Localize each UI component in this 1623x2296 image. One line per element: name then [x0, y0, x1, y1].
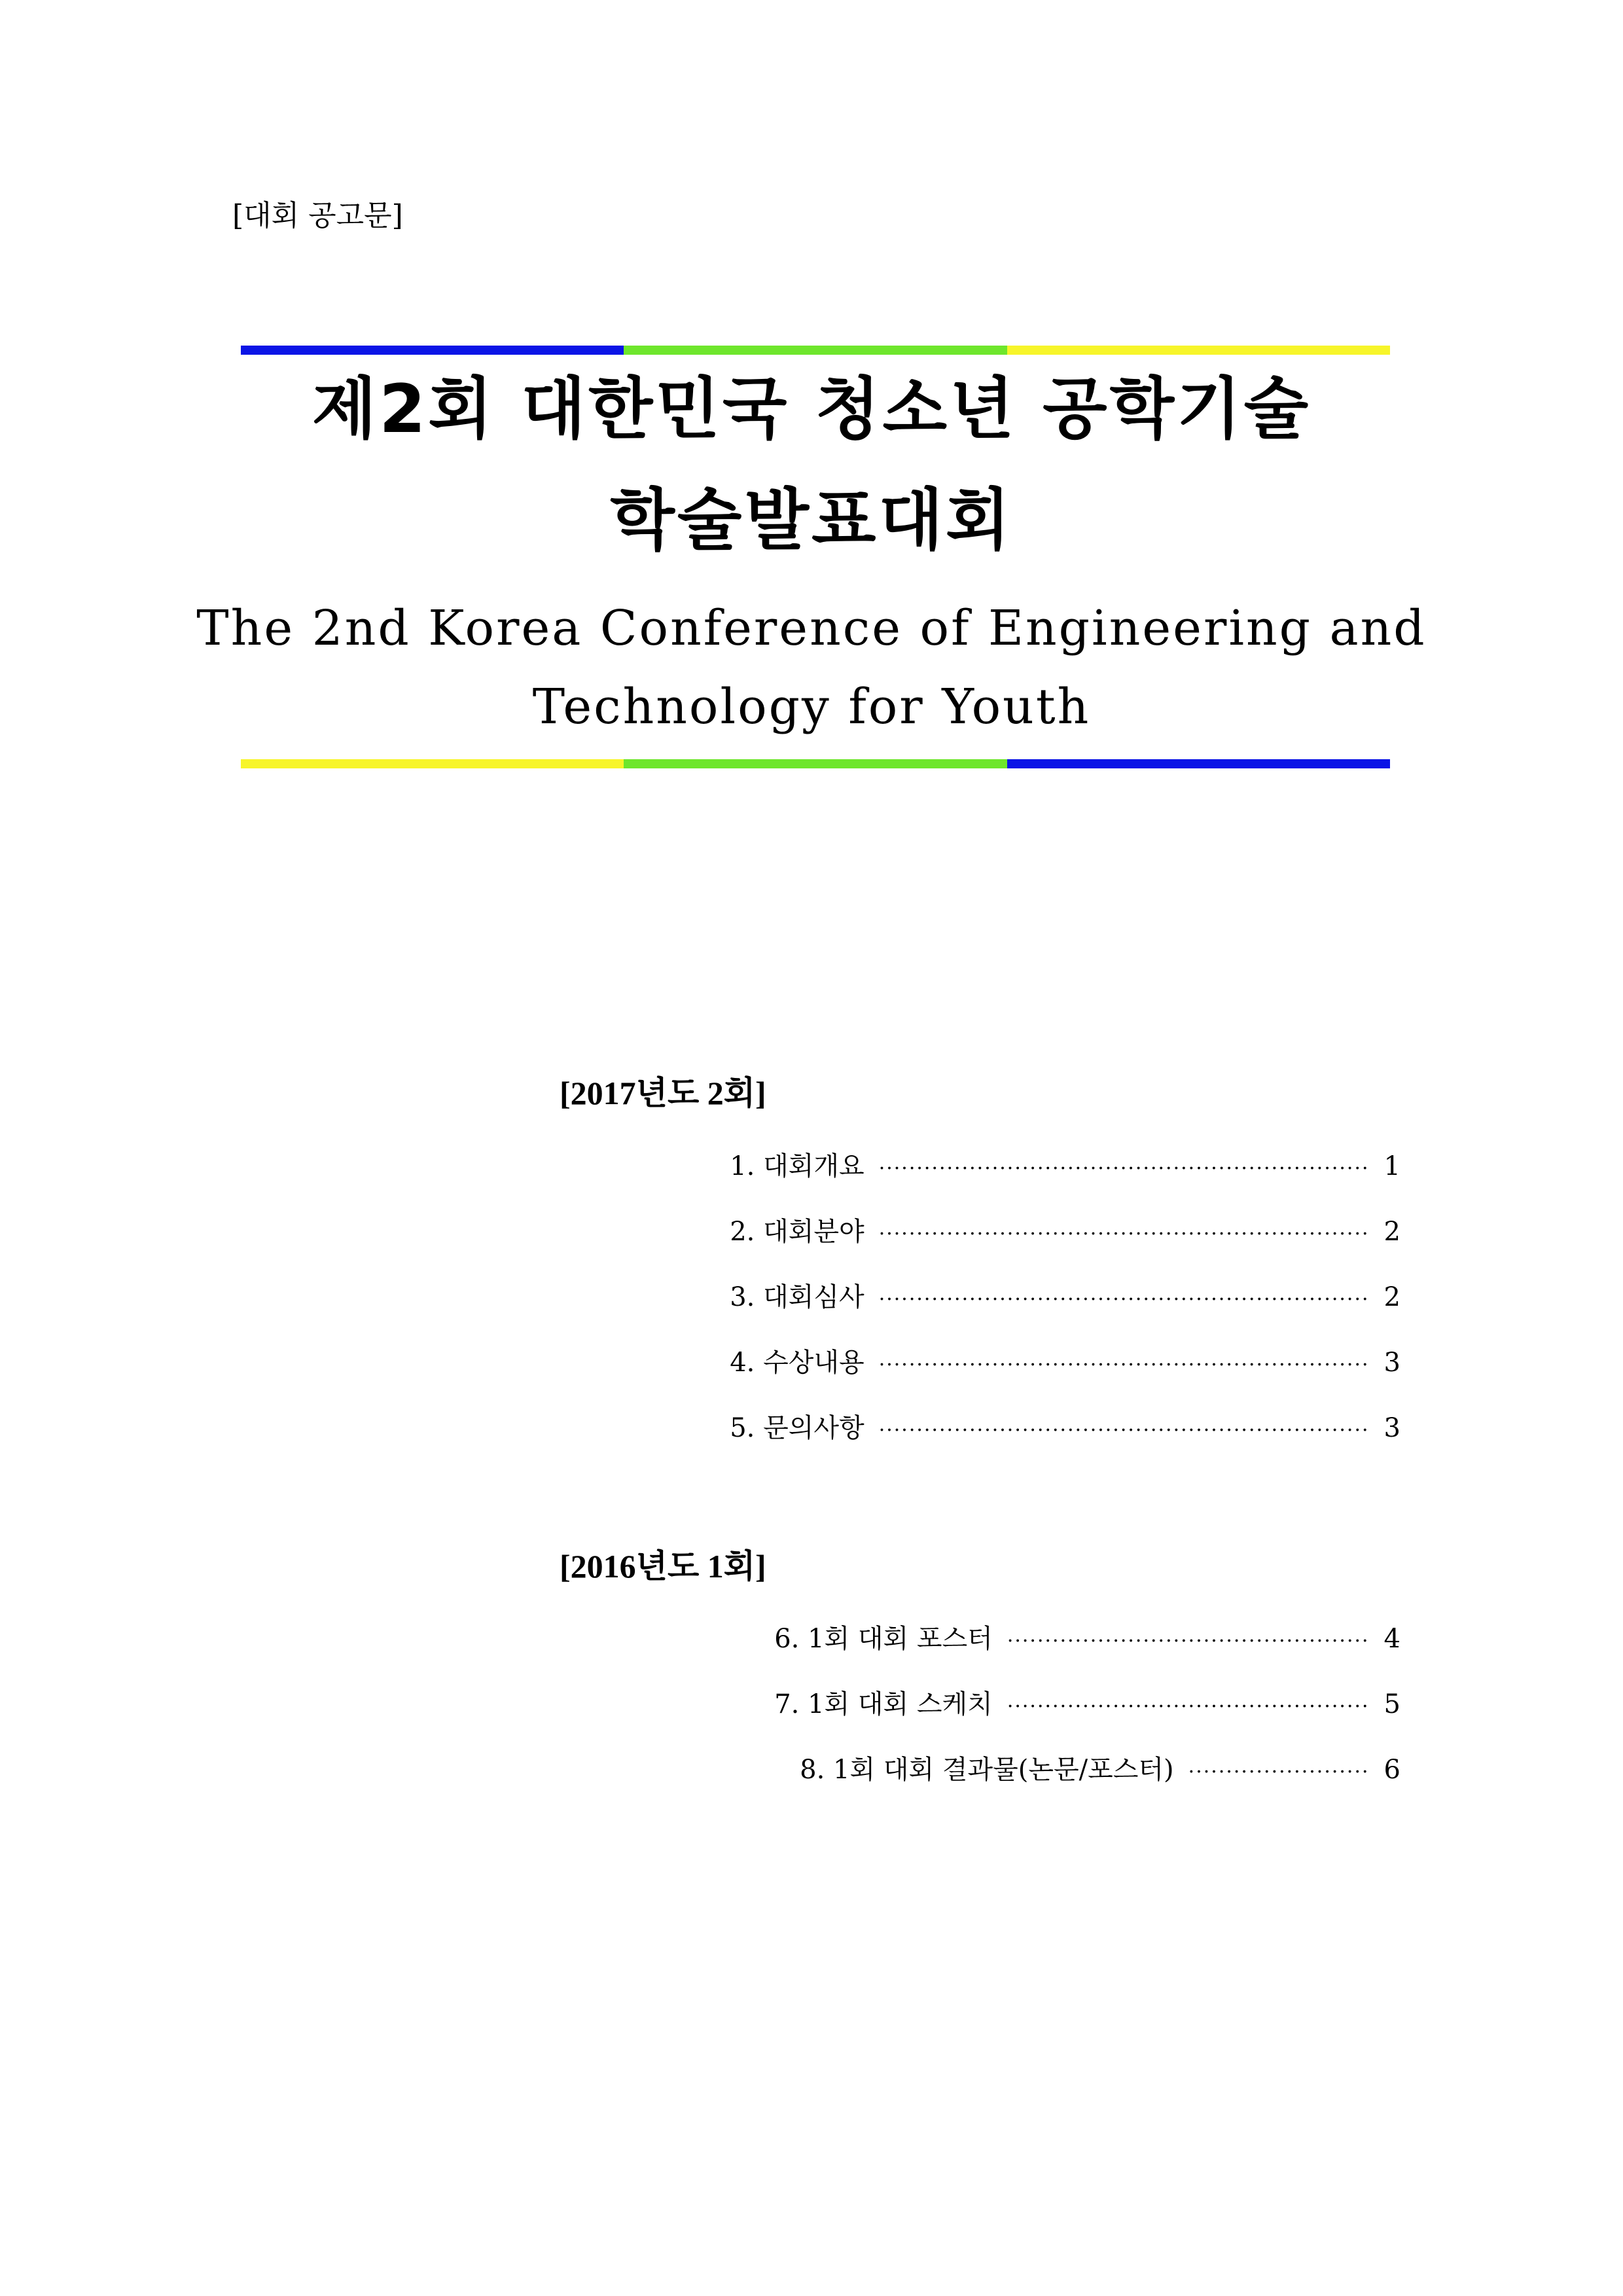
toc-item[interactable] [720, 1619, 1400, 1659]
document-type-label: [대회 공고문] [232, 199, 403, 232]
color-band-bottom [241, 759, 1390, 768]
toc-section-heading-2017: [2017년도 2회] [560, 1075, 766, 1111]
toc-page-number: 5 [1383, 1689, 1400, 1719]
band-segment-blue [241, 346, 624, 355]
band-segment-green [624, 346, 1007, 355]
toc-item[interactable] [720, 1408, 1400, 1448]
title-korean-line2: 학술발표대회 [610, 482, 1013, 560]
toc-item[interactable] [720, 1212, 1400, 1251]
toc-leader-dots: ································································· [878, 1354, 1370, 1376]
title-block [0, 367, 1623, 746]
toc-leader-dots: ················································ [1007, 1695, 1370, 1718]
toc-page-number: 6 [1383, 1755, 1400, 1785]
toc-page-number: 3 [1383, 1348, 1400, 1378]
toc-item-label: 2. 대회분야 [730, 1217, 865, 1247]
toc-leader-dots: ································································· [878, 1157, 1370, 1180]
toc-page-number: 2 [1383, 1217, 1400, 1247]
toc-item-label: 1. 대회개요 [730, 1151, 865, 1181]
band-segment-yellow [1007, 346, 1390, 355]
toc-item-label: 4. 수상내용 [730, 1348, 865, 1378]
title-korean [0, 367, 1623, 589]
toc-page-number: 4 [1383, 1624, 1400, 1654]
band-segment-green [624, 759, 1007, 768]
toc-item[interactable] [720, 1147, 1400, 1186]
band-segment-blue [1007, 759, 1390, 768]
title-english-line1: The 2nd Korea Conference of Engineering and [196, 600, 1427, 656]
toc-leader-dots: ························ [1188, 1761, 1370, 1784]
band-segment-yellow [241, 759, 624, 768]
toc-page-number: 1 [1383, 1151, 1400, 1181]
toc-page-number: 3 [1383, 1413, 1400, 1443]
toc-item[interactable] [720, 1685, 1400, 1724]
toc-item[interactable] [720, 1343, 1400, 1382]
toc-item-label: 8. 1회 대회 결과물(논문/포스터) [800, 1755, 1174, 1785]
toc-leader-dots: ································································· [878, 1419, 1370, 1442]
toc-item-label: 6. 1회 대회 포스터 [774, 1624, 993, 1654]
toc-page-number: 2 [1383, 1282, 1400, 1312]
title-korean-line1: 제2회 대한민국 청소년 공학기술 [312, 370, 1311, 448]
toc-item-label: 5. 문의사항 [730, 1413, 865, 1443]
title-english-line2: Technology for Youth [532, 679, 1091, 735]
toc-item-label: 7. 1회 대회 스케치 [774, 1689, 993, 1719]
toc-leader-dots: ································································· [878, 1288, 1370, 1311]
toc-leader-dots: ································································· [878, 1223, 1370, 1246]
toc-item[interactable] [720, 1750, 1400, 1789]
toc-section-heading-2016: [2016년도 1회] [560, 1548, 766, 1585]
color-band-top [241, 346, 1390, 355]
toc-leader-dots: ················································ [1007, 1630, 1370, 1653]
toc-item[interactable] [720, 1278, 1400, 1317]
title-english [0, 589, 1623, 746]
toc-item-label: 3. 대회심사 [730, 1282, 865, 1312]
